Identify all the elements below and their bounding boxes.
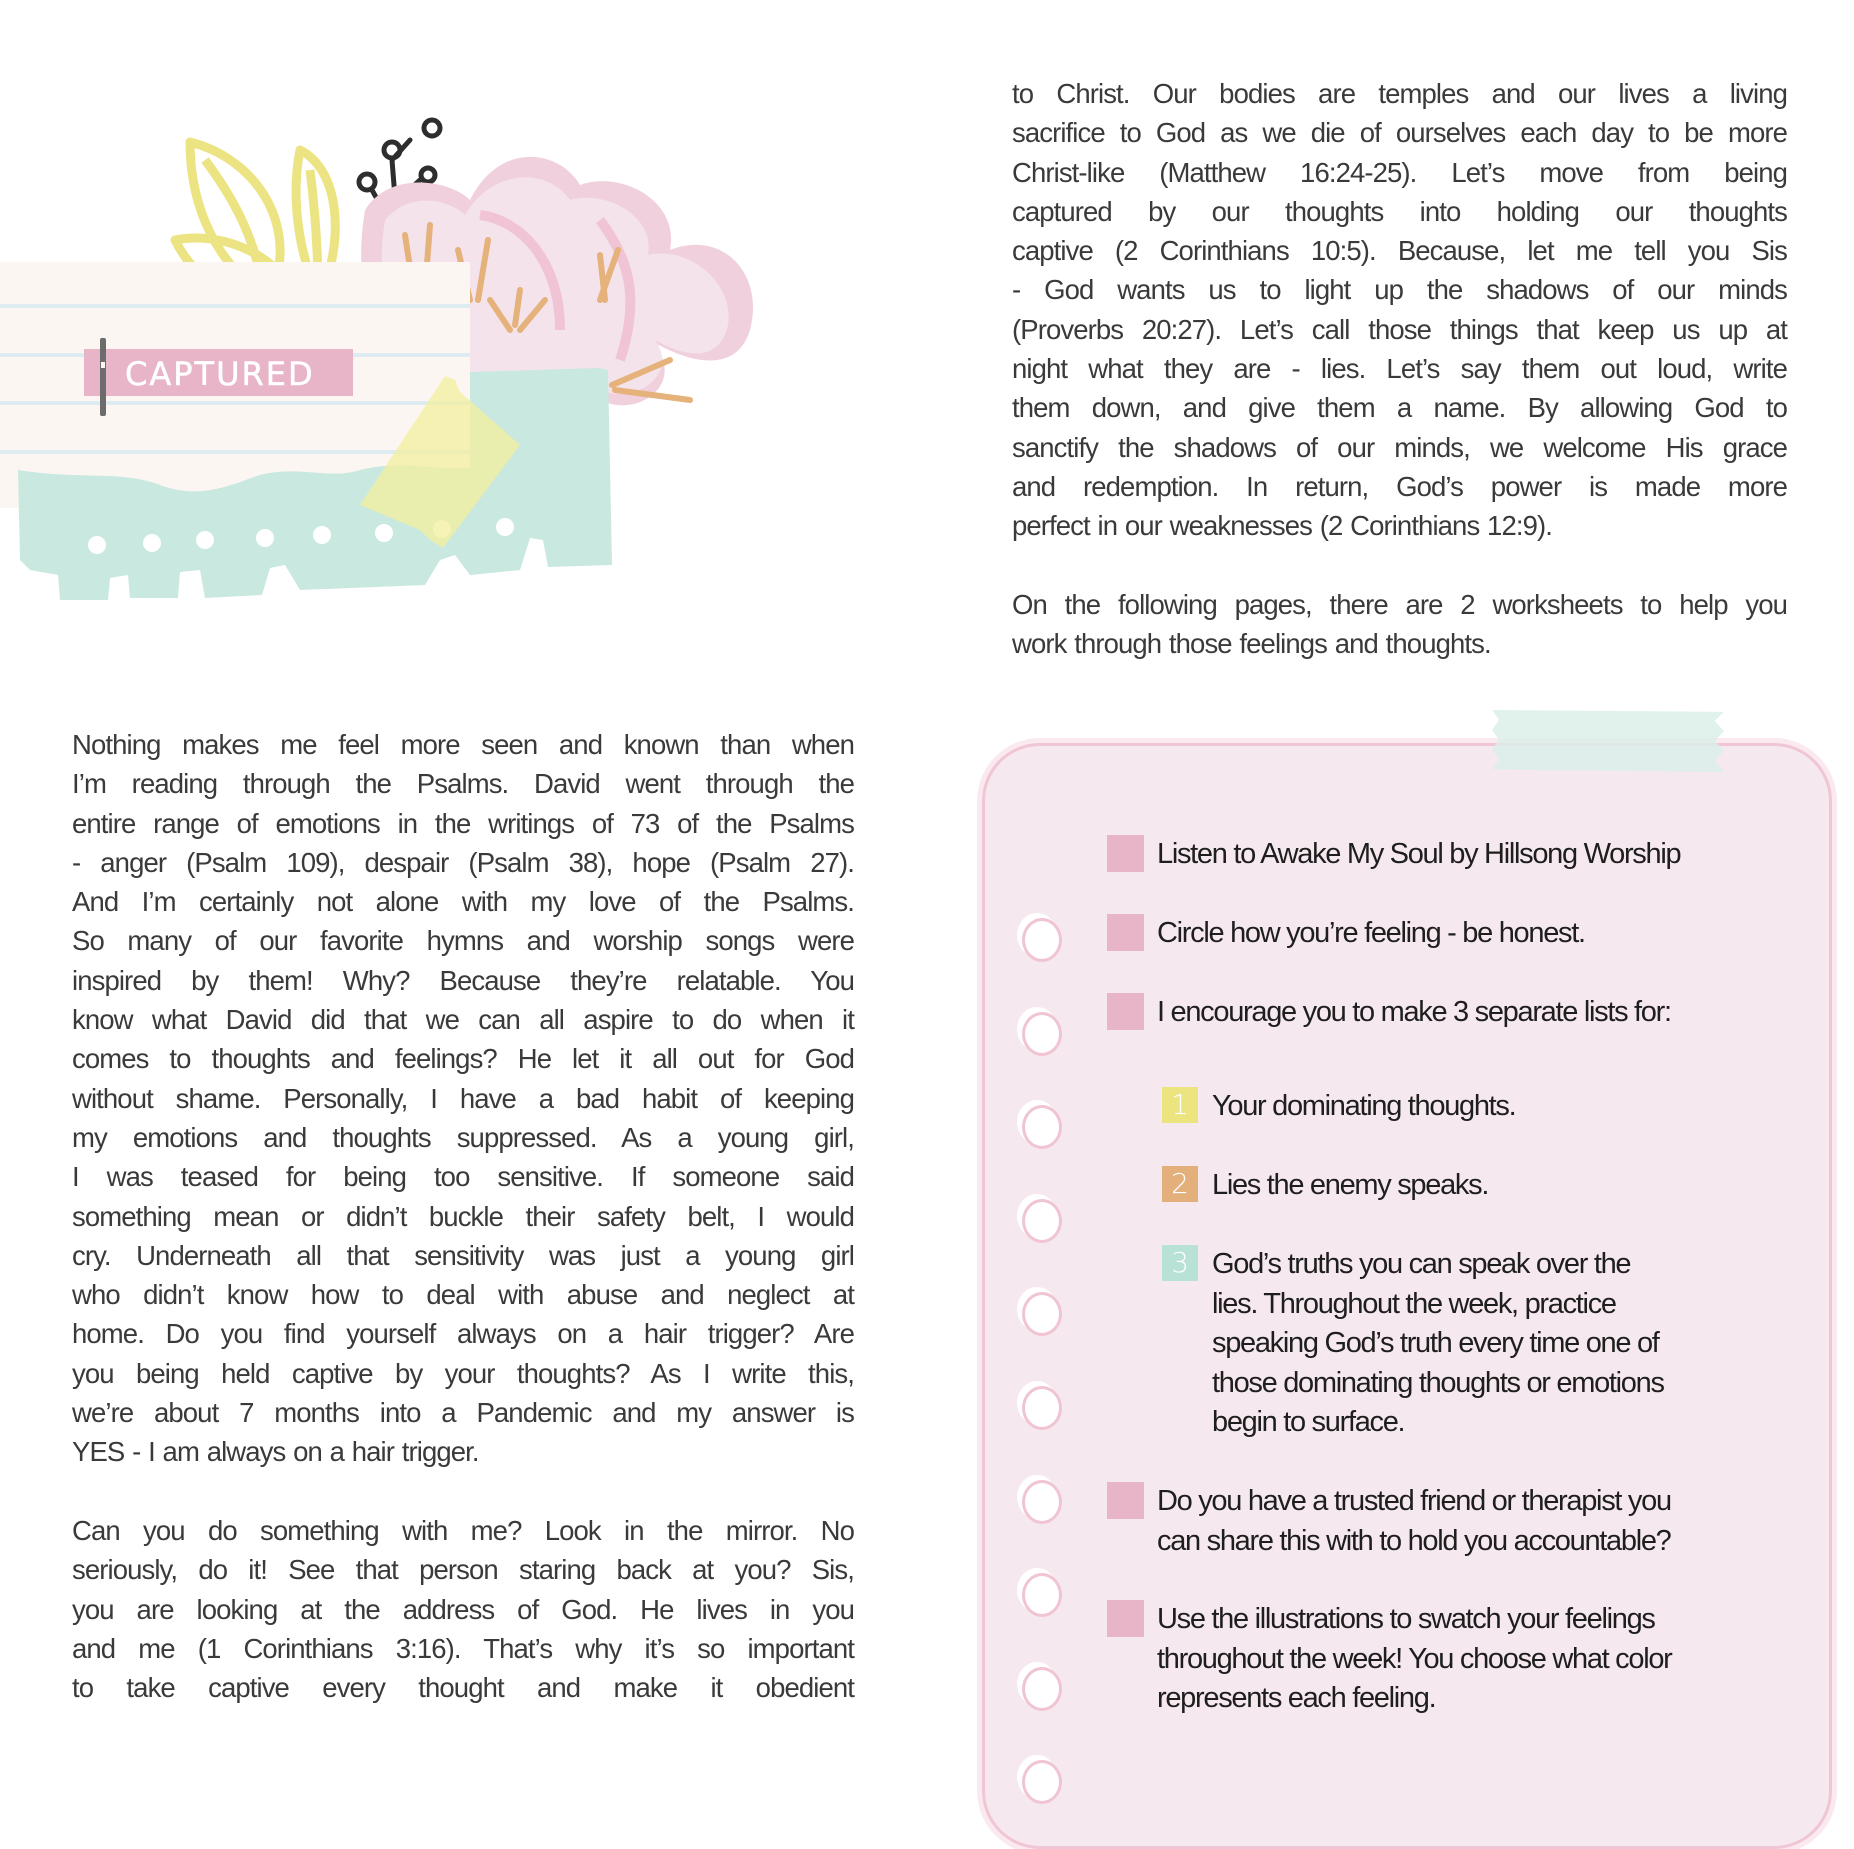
staple-icon bbox=[100, 338, 106, 416]
text-line: God’s truths you can speak over the bbox=[1212, 1248, 1631, 1280]
text-line: - God wants us to light up the shadows of our minds bbox=[1012, 274, 1787, 306]
worksheet-item-text bbox=[1157, 993, 1671, 1033]
worksheet-item-text bbox=[1212, 1245, 1664, 1443]
text-line: perfect in our weaknesses (2 Corinthians 12:9). bbox=[1012, 510, 1552, 542]
worksheet-item-text bbox=[1157, 1482, 1671, 1561]
square-bullet-icon bbox=[1107, 835, 1144, 872]
text-line: Do you have a trusted friend or therapist you bbox=[1157, 1485, 1671, 1517]
text-line: Lies the enemy speaks. bbox=[1212, 1169, 1489, 1201]
binder-ring-hole bbox=[1022, 1667, 1062, 1711]
text-line: And I’m certainly not alone with my love of the Psalms. bbox=[72, 886, 854, 918]
binder-ring-hole bbox=[1022, 1573, 1062, 1617]
square-bullet-icon bbox=[1107, 914, 1144, 951]
body-paragraph bbox=[72, 1511, 854, 1707]
text-line: On the following pages, there are 2 worksheets to help you bbox=[1012, 588, 1787, 620]
worksheet-sub-item bbox=[1162, 1245, 1664, 1443]
text-line: Can you do something with me? Look in the mirror. No bbox=[72, 1514, 854, 1546]
captured-header-illustration bbox=[0, 100, 780, 660]
number-badge: 3 bbox=[1162, 1245, 1198, 1281]
worksheet-item-text bbox=[1157, 835, 1680, 875]
text-line: I encourage you to make 3 separate lists for: bbox=[1157, 996, 1671, 1028]
text-line: Use the illustrations to swatch your feelings bbox=[1157, 1603, 1655, 1635]
captured-label: CAPTURED bbox=[125, 355, 315, 393]
text-line: and redemption. In return, God’s power is made more bbox=[1012, 470, 1787, 502]
text-line: those dominating thoughts or emotions bbox=[1212, 1366, 1664, 1399]
text-line: lies. Throughout the week, practice bbox=[1212, 1287, 1616, 1320]
text-line: sanctify the shadows of our minds, we welcome His grace bbox=[1012, 431, 1787, 463]
text-line: begin to surface. bbox=[1212, 1406, 1405, 1438]
washi-tape bbox=[1492, 710, 1724, 772]
text-line: I’m reading through the Psalms. David went through the bbox=[72, 768, 854, 800]
text-line: we’re about 7 months into a Pandemic and my answer is bbox=[72, 1397, 854, 1429]
body-paragraph bbox=[1012, 585, 1787, 664]
text-line: and me (1 Corinthians 3:16). That’s why it’s so important bbox=[72, 1632, 854, 1664]
text-line: Nothing makes me feel more seen and known than when bbox=[72, 729, 854, 760]
text-line: YES - I am always on a hair trigger. bbox=[72, 1436, 479, 1468]
binder-ring-hole bbox=[1022, 918, 1062, 962]
worksheet-item bbox=[1107, 1600, 1672, 1719]
text-line: know what David did that we can all aspire to do when it bbox=[72, 1004, 854, 1036]
text-line: Christ-like (Matthew 16:24-25). Let’s move from being bbox=[1012, 156, 1787, 188]
worksheet-item bbox=[1107, 835, 1680, 875]
body-paragraph bbox=[1012, 74, 1787, 546]
text-line: you being held captive by your thoughts? As I write this, bbox=[72, 1357, 854, 1389]
text-line: captured by our thoughts into holding our thoughts bbox=[1012, 195, 1787, 227]
text-line: (Proverbs 20:27). Let’s call those things that keep us up at bbox=[1012, 313, 1787, 345]
number-badge: 2 bbox=[1162, 1166, 1198, 1202]
text-line: throughout the week! You choose what color bbox=[1157, 1642, 1672, 1675]
worksheet-item-text bbox=[1212, 1087, 1515, 1127]
worksheet-item bbox=[1107, 1482, 1671, 1561]
text-line: can share this with to hold you accountable? bbox=[1157, 1524, 1671, 1557]
text-line: you are looking at the address of God. He lives in you bbox=[72, 1593, 854, 1625]
text-line: night what they are - lies. Let’s say them out loud, write bbox=[1012, 353, 1787, 385]
square-bullet-icon bbox=[1107, 1600, 1144, 1637]
worksheet-sub-item bbox=[1162, 1166, 1488, 1206]
worksheet-sub-item bbox=[1162, 1087, 1515, 1127]
text-line: sacrifice to God as we die of ourselves each day to be more bbox=[1012, 117, 1787, 149]
binder-ring-hole bbox=[1022, 1386, 1062, 1430]
binder-ring-hole bbox=[1022, 1012, 1062, 1056]
number-badge: 1 bbox=[1162, 1087, 1198, 1123]
body-left-column bbox=[72, 725, 854, 1707]
text-line: work through those feelings and thoughts. bbox=[1012, 628, 1491, 660]
binder-ring-hole bbox=[1022, 1199, 1062, 1243]
text-line: speaking God’s truth every time one of bbox=[1212, 1327, 1659, 1359]
worksheet-item bbox=[1107, 914, 1585, 954]
text-line: Your dominating thoughts. bbox=[1212, 1090, 1516, 1122]
text-line: seriously, do it! See that person staring back at you? Sis, bbox=[72, 1554, 854, 1586]
text-line: something mean or didn’t buckle their safety belt, I would bbox=[72, 1200, 854, 1232]
text-line: without shame. Personally, I have a bad habit of keeping bbox=[72, 1082, 854, 1114]
text-line: represents each feeling. bbox=[1157, 1682, 1436, 1714]
square-bullet-icon bbox=[1107, 993, 1144, 1030]
binder-ring-hole bbox=[1022, 1105, 1062, 1149]
text-line: I was teased for being too sensitive. If someone said bbox=[72, 1161, 854, 1193]
text-line: them down, and give them a name. By allowing God to bbox=[1012, 392, 1787, 424]
text-line: Circle how you’re feeling - be honest. bbox=[1157, 917, 1585, 949]
text-line: home. Do you find yourself always on a hair trigger? Are bbox=[72, 1318, 854, 1350]
binder-ring-hole bbox=[1022, 1480, 1062, 1524]
body-right-column bbox=[1012, 74, 1787, 663]
text-line: to take captive every thought and make it obedient bbox=[72, 1672, 854, 1704]
text-line: who didn’t know how to deal with abuse and neglect at bbox=[72, 1279, 854, 1311]
text-line: cry. Underneath all that sensitivity was just a young girl bbox=[72, 1239, 854, 1271]
worksheet-item-text bbox=[1157, 914, 1585, 954]
text-line: inspired by them! Why? Because they’re relatable. You bbox=[72, 964, 854, 996]
text-line: to Christ. Our bodies are temples and our lives a living bbox=[1012, 78, 1787, 109]
text-line: Listen to Awake My Soul by Hillsong Worship bbox=[1157, 838, 1681, 870]
text-line: entire range of emotions in the writings of 73 of the Psalms bbox=[72, 807, 854, 839]
text-line: So many of our favorite hymns and worship songs were bbox=[72, 925, 854, 957]
square-bullet-icon bbox=[1107, 1482, 1144, 1519]
worksheet-item-text bbox=[1157, 1600, 1672, 1719]
worksheet-item-text bbox=[1212, 1166, 1488, 1206]
worksheet-item bbox=[1107, 993, 1671, 1033]
text-line: comes to thoughts and feelings? He let it all out for God bbox=[72, 1043, 854, 1075]
body-paragraph bbox=[72, 725, 854, 1472]
text-line: my emotions and thoughts suppressed. As a young girl, bbox=[72, 1121, 854, 1153]
text-line: - anger (Psalm 109), despair (Psalm 38), hope (Psalm 27). bbox=[72, 846, 854, 878]
text-line: captive (2 Corinthians 10:5). Because, let me tell you Sis bbox=[1012, 235, 1787, 267]
